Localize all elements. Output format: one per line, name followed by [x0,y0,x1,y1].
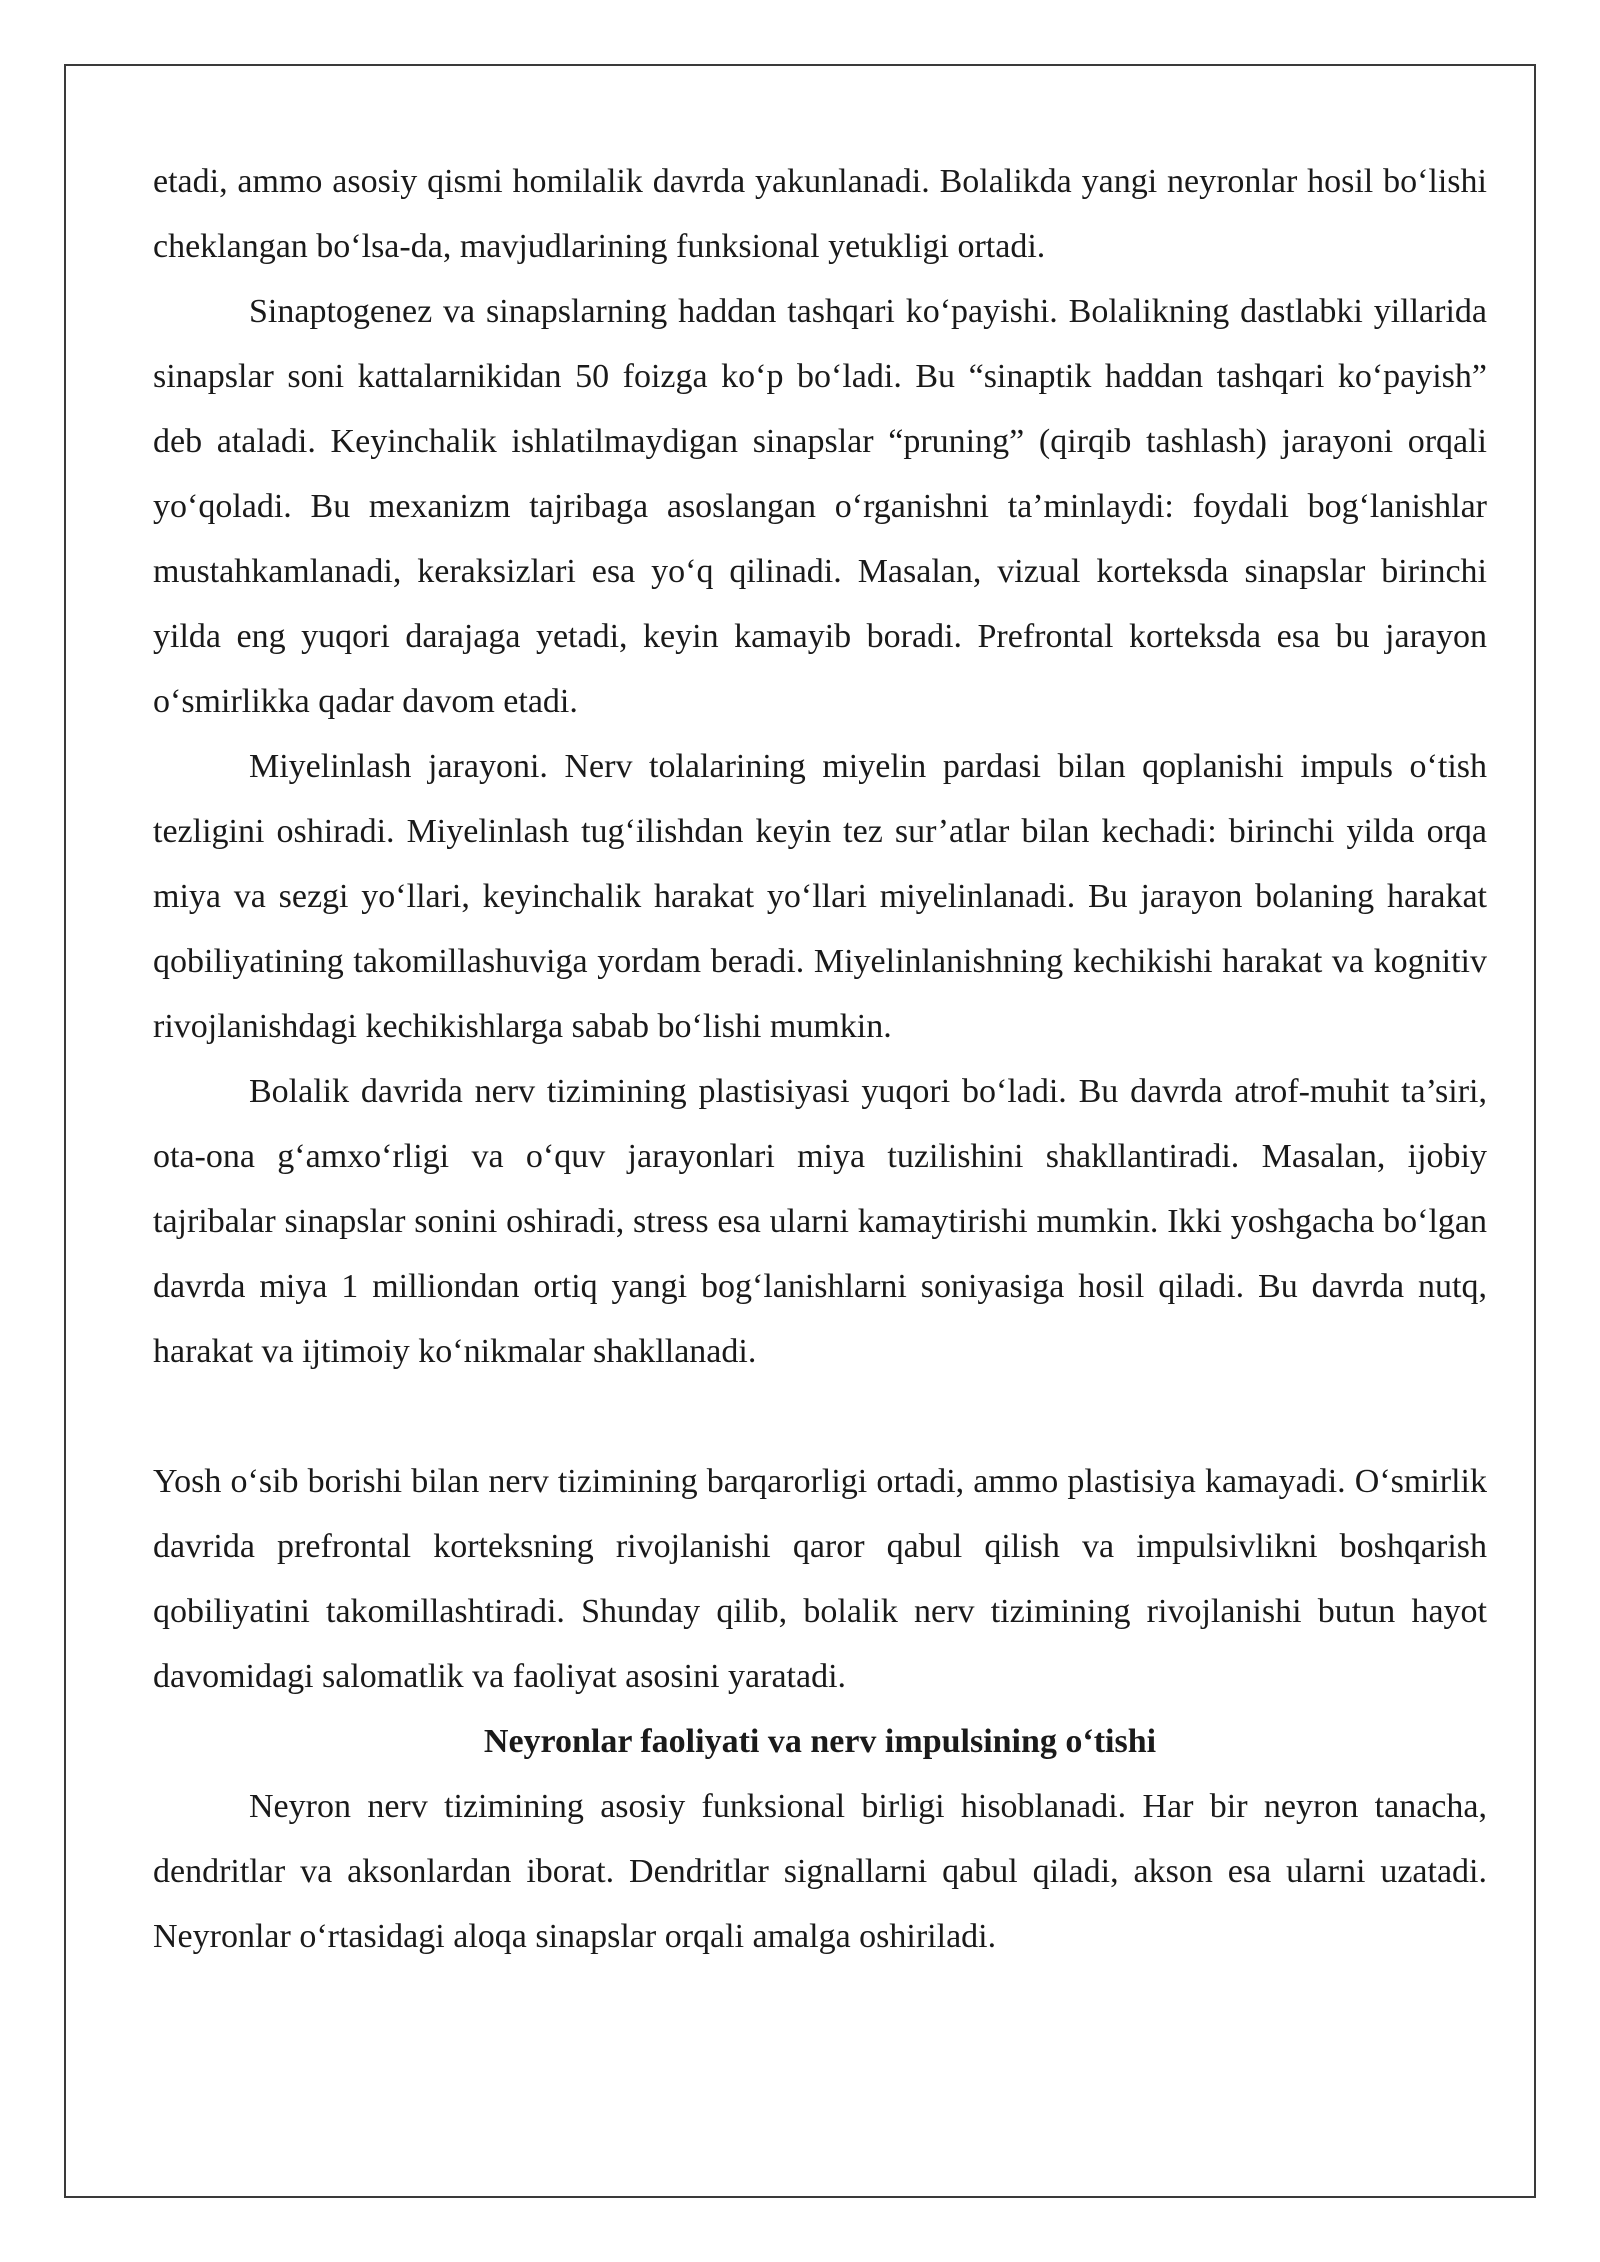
paragraph-synaptogenesis: Sinaptogenez va sinapslarning haddan tashqari ko‘payishi. Bolalikning dastlabki yillarida sinapslar soni kattalarnikidan 50 foizga ko‘p bo‘ladi. Bu “sinaptik haddan tashqari ko‘payish” deb ataladi. Keyinchalik ishlatilmaydigan sinapslar “pruning” (qirqib tashlash) jarayoni orqali yo‘qoladi. Bu mexanizm tajribaga asoslangan o‘rganishni ta’minlaydi: foydali bog‘lanishlar mustahkamlanadi, keraksizlari esa yo‘q qilinadi. Masalan, vizual korteksda sinapslar birinchi yilda eng yuqori darajaga yetadi, keyin kamayib boradi. Prefrontal korteksda esa bu jarayon o‘smirlikka qadar davom etadi. [153,293,1487,720]
paragraph-continuation: etadi, ammo asosiy qismi homilalik davrda yakunlanadi. Bolalikda yangi neyronlar hosil bo‘lishi cheklangan bo‘lsa-da, mavjudlarining funksional yetukligi ortadi. [153,163,1487,265]
paragraph-spacer [153,1384,1487,1449]
document-body [153,149,1487,1969]
paragraph-conclusion: Yosh o‘sib borishi bilan nerv tizimining barqarorligi ortadi, ammo plastisiya kamayadi. O‘smirlik davrida prefrontal korteksning rivojlanishi qaror qabul qilish va impulsivlikni boshqarish qobiliyatini takomillashtiradi. Shunday qilib, bolalik nerv tizimining rivojlanishi butun hayot davomidagi salomatlik va faoliyat asosini yaratadi. [153,1463,1487,1695]
paragraph-neuron-structure: Neyron nerv tizimining asosiy funksional birligi hisoblanadi. Har bir neyron tanacha, dendritlar va aksonlardan iborat. Dendritlar signallarni qabul qiladi, akson esa ularni uzatadi. Neyronlar o‘rtasidagi aloqa sinapslar orqali amalga oshiriladi. [153,1788,1487,1955]
paragraph-myelination: Miyelinlash jarayoni. Nerv tolalarining miyelin pardasi bilan qoplanishi impuls o‘tish tezligini oshiradi. Miyelinlash tug‘ilishdan keyin tez sur’atlar bilan kechadi: birinchi yilda orqa miya va sezgi yo‘llari, keyinchalik harakat yo‘llari miyelinlanadi. Bu jarayon bolaning harakat qobiliyatining takomillashuviga yordam beradi. Miyelinlanishning kechikishi harakat va kognitiv rivojlanishdagi kechikishlarga sabab bo‘lishi mumkin. [153,748,1487,1045]
paragraph-plasticity: Bolalik davrida nerv tizimining plastisiyasi yuqori bo‘ladi. Bu davrda atrof-muhit ta’siri, ota-ona g‘amxo‘rligi va o‘quv jarayonlari miya tuzilishini shakllantiradi. Masalan, ijobiy tajribalar sinapslar sonini oshiradi, stress esa ularni kamaytirishi mumkin. Ikki yoshgacha bo‘lgan davrda miya 1 milliondan ortiq yangi bog‘lanishlarni soniyasiga hosil qiladi. Bu davrda nutq, harakat va ijtimoiy ko‘nikmalar shakllanadi. [153,1073,1487,1370]
section-heading: Neyronlar faoliyati va nerv impulsining o‘tishi [483,1723,1157,1760]
